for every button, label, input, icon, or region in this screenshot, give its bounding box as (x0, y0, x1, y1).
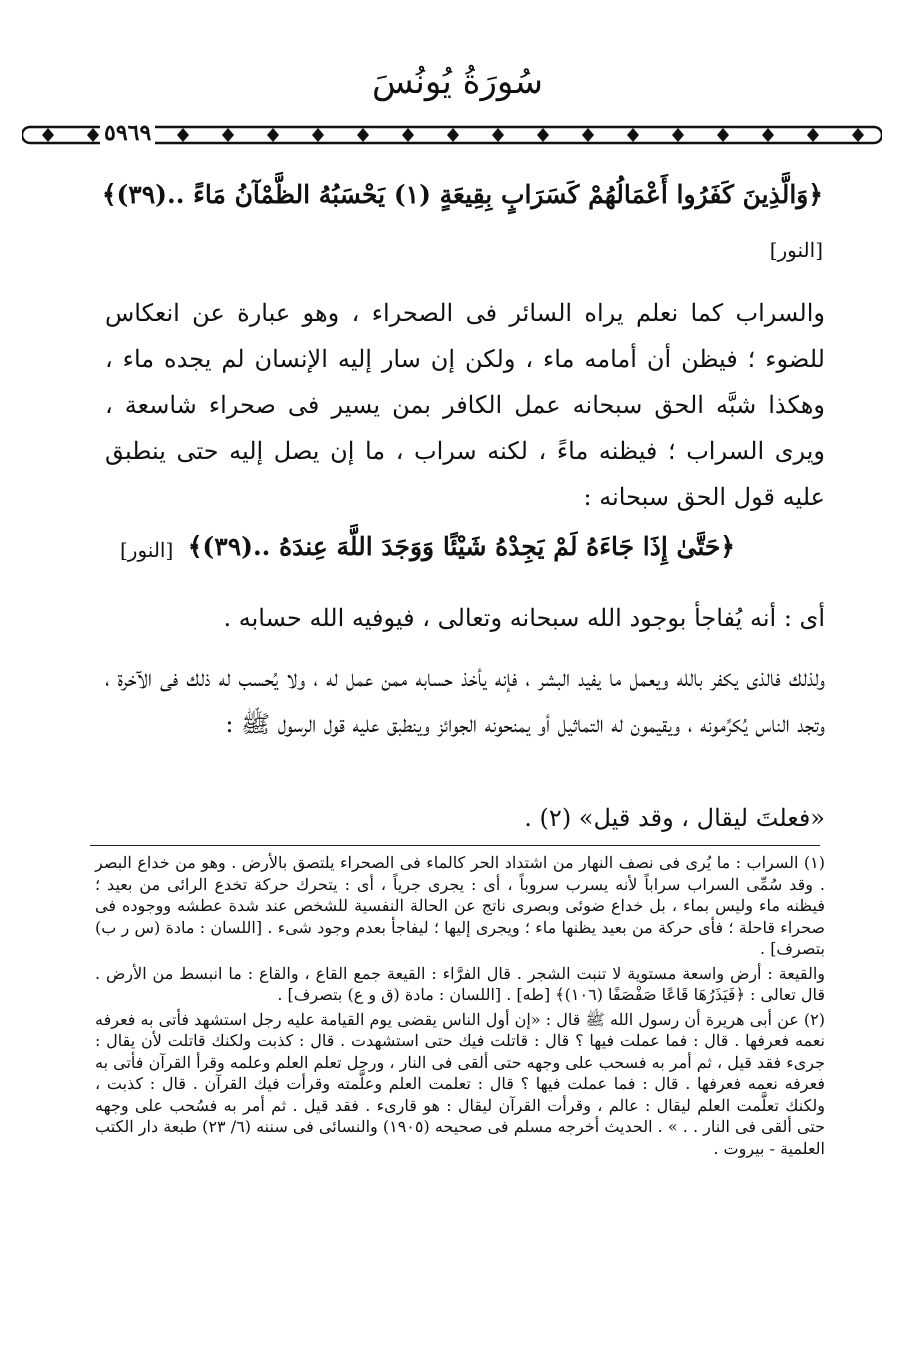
verse-2-reference: [النور] (120, 538, 174, 562)
ornament-diamond (222, 128, 234, 142)
ornament-diamond (42, 128, 54, 142)
paragraph-1 (105, 290, 825, 520)
footnote-1-sarab: (١) السراب : ما يُرى فى نصف النهار من اشتداد الحر كالماء فى الصحراء يلتصق بالأرض . وهو من خداع البصر . وقد سُمِّى السراب سراباً لأنه يسرب سروباً ، أى : يجرى جرياً ، أى : يتحرك حركة تخدع الرائى من بعيد ؛ فيظنه ماء وليس بماء ، بل خداع ضوئى وبصرى ناتج عن الحالة النفسية للشخص عند شدة عطشه ووجوده فى صحراء قاحلة ؛ فأى حركة من بعيد يظنها ماء ؛ ويجرى إليها ؛ ليفاجأ بعدم وجود شىء . [اللسان : مادة (س ر ب) بتصرف] . (95, 853, 825, 958)
paragraph-2 (105, 595, 825, 641)
page-number: ٥٩٦٩ (100, 120, 155, 146)
quran-verse-2: ﴿حَتَّىٰ إِذَا جَاءَهُ لَمْ يَجِدْهُ شَيْئًا وَوَجَدَ اللَّهَ عِندَهُ ..(٣٩)﴾ (187, 532, 735, 561)
paragraph-3 (105, 655, 825, 747)
ornament-diamond (177, 128, 189, 142)
hadith-quote (105, 795, 825, 841)
ornament-diamond (852, 128, 864, 142)
ornament-diamond (717, 128, 729, 142)
footnote-1-qiah: والقيعة : أرض واسعة مستوية لا تنبت الشجر . قال الفرَّاء : القيعة جمع القاع ، والقاع : ما انبسط من الأرض . قال تعالى : ﴿فَيَذَرُهَا قَاعًا صَفْصَفًا (١٠٦)﴾ [طه] . [اللسان : مادة (ق و ع) بتصرف] . (95, 963, 825, 1004)
ornament-diamond (357, 128, 369, 142)
ornament-diamond (267, 128, 279, 142)
ornament-diamond (402, 128, 414, 142)
footnotes (95, 852, 825, 1162)
ornament-diamond (807, 128, 819, 142)
footnote-divider (90, 845, 820, 846)
ornament-diamond (627, 128, 639, 142)
quran-verse-1: ﴿وَالَّذِينَ كَفَرُوا أَعْمَالُهُمْ كَسَرَابٍ بِقِيعَةٍ (١) يَحْسَبُهُ الظَّمْآنُ مَاءً ..(٣٩)﴾ (101, 180, 823, 209)
paragraph-2-text: أى : أنه يُفاجأ بوجود الله سبحانه وتعالى ، فيوفيه الله حسابه . (223, 604, 825, 632)
ornament-diamond (672, 128, 684, 142)
ornament-diamond (582, 128, 594, 142)
ornament-diamond (492, 128, 504, 142)
ornament-diamond (537, 128, 549, 142)
ornament-diamond (447, 128, 459, 142)
footnote-2-hadith: (٢) عن أبى هريرة أن رسول الله ﷺ قال : «إن أول الناس يقضى يوم القيامة عليه رجل استشهد فأتى به فعرفه نعمه فعرفها . قال : فما عملت فيها ؟ قال : قاتلت فيك حتى استشهدت . قال : كذبت ولكنك قاتلت لأن يقال : جرىء فقد قيل ، ثم أمر به فسحب على وجهه حتى ألقى فى النار ، ورجل تعلم العلم وعلمه وقرأ القرآن فأتى به فعرفه نعمه فعرفها . قال : فما عملت فيها ؟ قال : تعلمت العلم وعلَّمته وقرأت فيك القرآن . قال : كذبت ، ولكنك تعلَّمت العلم ليقال : عالم ، وقرأت القرآن ليقال : هو قارىء . فقد قيل . ثم أمر به فسُحب على وجهه حتى ألقى فى النار . . » . الحديث أخرجه مسلم فى صحيحه (١٩٠٥) والنسائى فى سننه (٦/ ٢٣) طبعة دار الكتب العلمية - بيروت . (95, 1009, 826, 1158)
surah-title: سُورَةُ يُونُسَ (372, 62, 543, 102)
paragraph-1-text: والسراب كما نعلم يراه السائر فى الصحراء ، وهو عبارة عن انعكاس للضوء ؛ فيظن أن أمامه ماء ، ولكن إن سار إليه الإنسان لم يجده ماء ، وهكذا شبَّه الحق سبحانه عمل الكافر بمن يسير فى صحراء شاسعة ، ويرى السراب ؛ فيظنه ماءً ، لكنه سراب ، ما إن يصل إليه حتى ينطبق عليه قول الحق سبحانه : (105, 299, 825, 511)
ornament-diamond (312, 128, 324, 142)
verse-1-reference: [النور] (769, 238, 823, 262)
hadith-quote-text: «فعلتَ ليقال ، وقد قيل» (٢) . (524, 804, 825, 832)
paragraph-3-text: ولذلك فالذى يكفر بالله ويعمل ما يفيد البشر ، فإنه يأخذ حسابه ممن عمل له ، ولا يُحسب له ذلك فى الآخرة ، وتجد الناس يُكرِّمونه ، ويقيمون له التماثيل أو يمنحونه الجوائز وينطبق عليه قول الرسول ﷺ : (105, 664, 825, 738)
ornament-diamond (762, 128, 774, 142)
ornament-diamond (87, 128, 99, 142)
